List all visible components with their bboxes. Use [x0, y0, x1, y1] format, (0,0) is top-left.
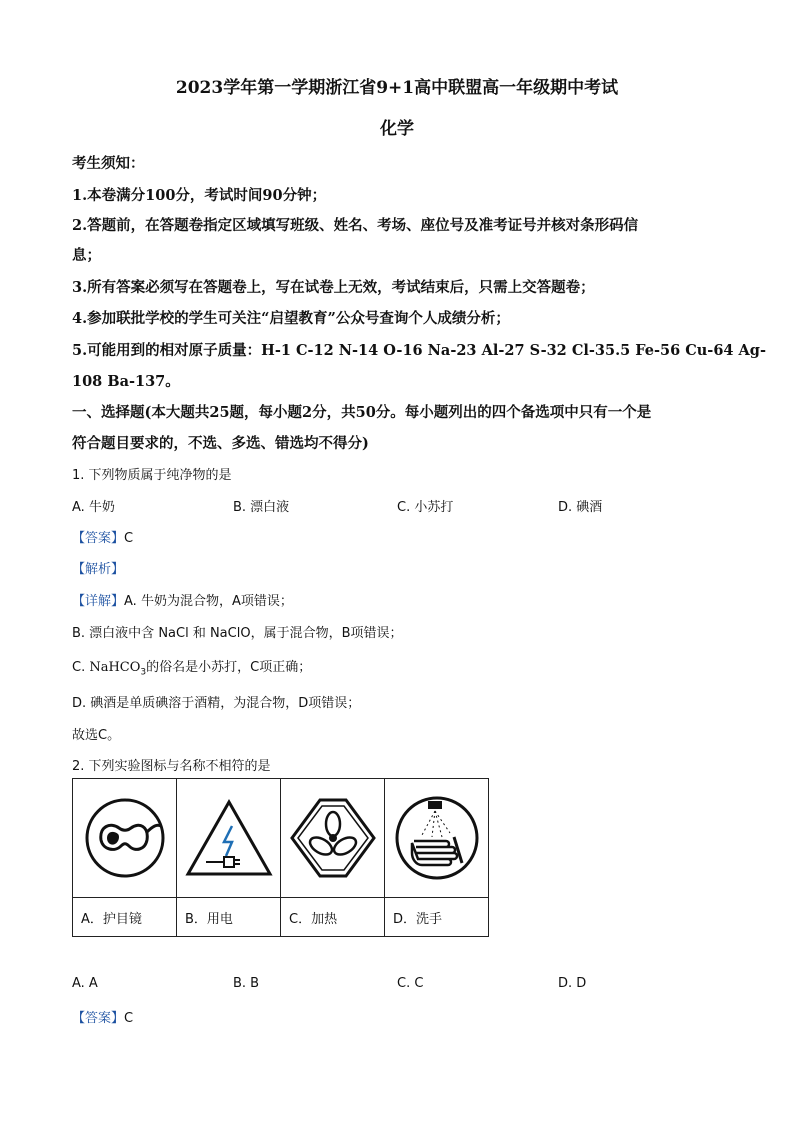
q2-icon-cell-c	[281, 779, 385, 898]
q1-option-a: A. 牛奶	[72, 500, 115, 515]
q2-answer	[72, 1007, 133, 1026]
notice-item-3: 3.所有答案必须写在答题卷上，写在试卷上无效，考试结束后，只需上交答题卷；	[72, 279, 595, 296]
q1-detail-d: D. 碘酒是单质碘溶于酒精，为混合物，D项错误；	[72, 696, 361, 711]
q1-detail-b: B. 漂白液中含 NaCl 和 NaClO，属于混合物，B项错误；	[72, 626, 403, 641]
q2-option-a: A. A	[72, 976, 98, 991]
q2-icon-table	[72, 778, 489, 937]
q2-icon-cell-d	[385, 779, 489, 898]
q1-option-d: D. 碘酒	[558, 500, 603, 515]
q2-option-b: B. B	[233, 976, 260, 991]
q1-analysis-tag: 【解析】	[72, 562, 125, 577]
q1-conclusion: 故选C。	[72, 728, 121, 743]
notice-item-5: 5.可能用到的相对原子质量：H-1 C-12 N-14 O-16 Na-23 Al-27 S-32 Cl-35.5 Fe-56 Cu-64 Ag-	[72, 342, 766, 359]
q2-option-d: D. D	[558, 976, 587, 991]
q2-option-c: C. C	[397, 976, 424, 991]
q1-answer-tag: 【答案】	[72, 531, 125, 546]
q1-detail-tag: 【详解】	[72, 594, 125, 609]
notice-heading: 考生须知：	[72, 155, 145, 172]
goggles-icon	[83, 796, 167, 880]
q1-detail-c-sub: 3	[140, 667, 147, 678]
q1-option-b: B. 漂白液	[233, 500, 290, 515]
q2-icon-cell-a	[73, 779, 177, 898]
q1-detail-a	[72, 590, 293, 609]
q2-caption-d: D．洗手	[385, 898, 489, 937]
q1-option-c: C. 小苏打	[397, 500, 454, 515]
q1-detail-a-text: A. 牛奶为混合物，A项错误；	[124, 594, 293, 609]
notice-item-2: 2.答题前，在答题卷指定区域填写班级、姓名、考场、座位号及准考证号并核对条形码信	[72, 217, 639, 234]
fan-icon	[288, 796, 378, 880]
notice-item-2-cont: 息；	[72, 247, 101, 264]
q2-stem: 2. 下列实验图标与名称不相符的是	[72, 759, 271, 774]
q1-detail-c-rest: 的俗名是小苏打，C项正确；	[146, 660, 312, 675]
q1-detail-c-formula: NaHCO	[89, 660, 141, 675]
notice-item-5-cont: 108 Ba-137。	[72, 373, 180, 390]
q1-stem: 1. 下列物质属于纯净物的是	[72, 468, 232, 483]
q2-caption-c: C．加热	[281, 898, 385, 937]
exam-title: 2023学年第一学期浙江省9+1高中联盟高一年级期中考试	[175, 78, 619, 98]
handwash-icon	[392, 793, 482, 883]
section-heading-line2: 符合题目要求的，不选、多选、错选均不得分)	[72, 435, 369, 452]
q1-detail-c	[72, 656, 311, 678]
q2-answer-value: C	[124, 1011, 134, 1026]
q2-icon-cell-b	[177, 779, 281, 898]
notice-item-4: 4.参加联批学校的学生可关注“启望教育”公众号查询个人成绩分析；	[72, 310, 510, 327]
exam-subject: 化学	[380, 119, 414, 139]
q1-answer-value: C	[124, 531, 134, 546]
q2-answer-tag: 【答案】	[72, 1011, 125, 1026]
q1-answer	[72, 527, 133, 546]
electricity-icon	[184, 796, 274, 880]
q2-caption-a: A．护目镜	[73, 898, 177, 937]
q2-caption-b: B．用电	[177, 898, 281, 937]
notice-item-1: 1.本卷满分100分，考试时间90分钟；	[72, 187, 327, 204]
q1-detail-c-prefix: C.	[72, 660, 90, 675]
section-heading-line1: 一、选择题(本大题共25题，每小题2分，共50分。每小题列出的四个备选项中只有一个是	[72, 404, 652, 421]
